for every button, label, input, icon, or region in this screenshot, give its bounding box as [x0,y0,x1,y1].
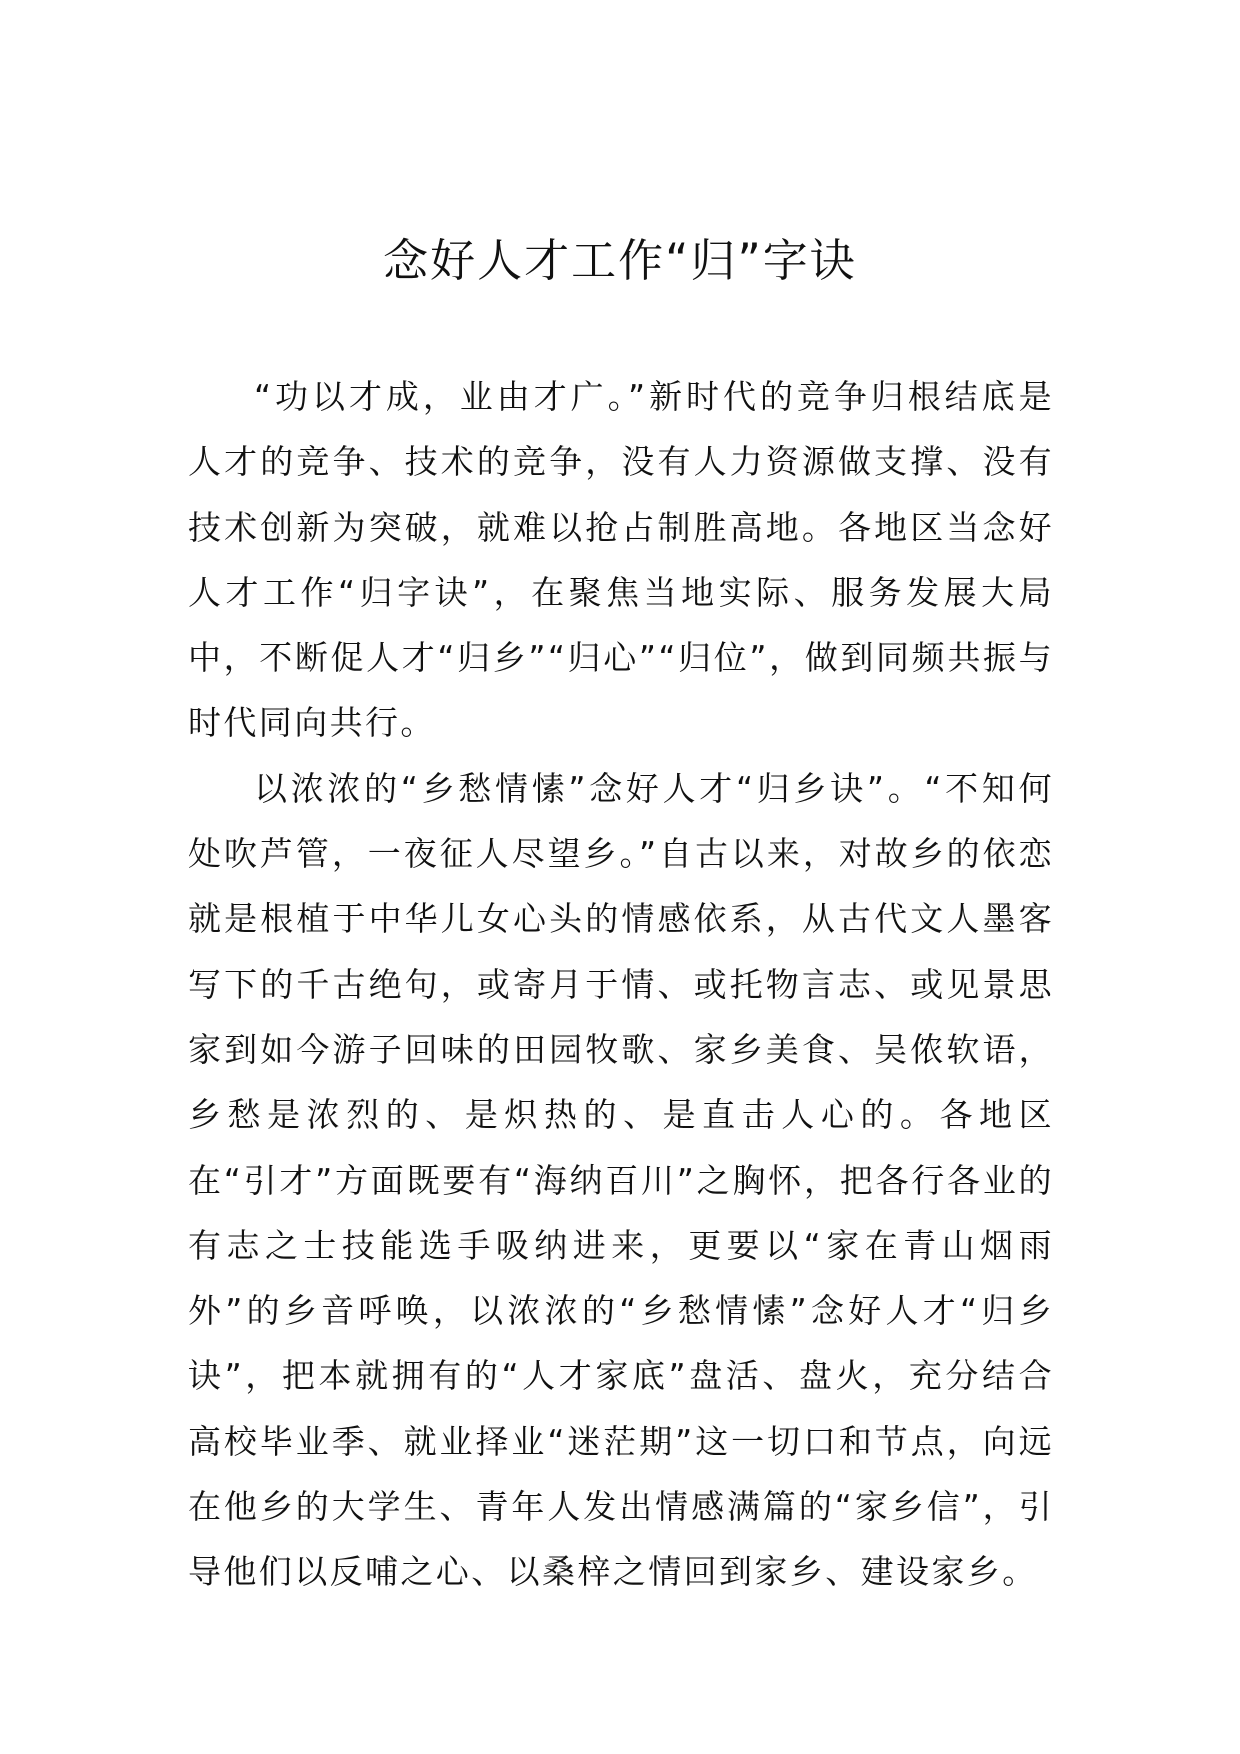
document-body [188,364,1054,1605]
paragraph-intro: “功以才成，业由才广。”新时代的竞争归根结底是人才的竞争、技术的竞争，没有人力资源做支撑、没有技术创新为突破，就难以抢占制胜高地。各地区当念好人才工作“归字诀”，在聚焦当地实际、服务发展大局中，不断促人才“归乡”“归心”“归位”，做到同频共振与时代同向共行。 [188,377,1054,743]
document-title: 念好人才工作“归”字诀 [383,234,857,287]
paragraph-guixiang: 以浓浓的“乡愁情愫”念好人才“归乡诀”。“不知何处吹芦管，一夜征人尽望乡。”自古以来，对故乡的依恋就是根植于中华儿女心头的情感依系，从古代文人墨客写下的千古绝句，或寄月于情、或托物言志、或见景思家到如今游子回味的田园牧歌、家乡美食、吴侬软语，乡愁是浓烈的、是炽热的、是直击人心的。各地区在“引才”方面既要有“海纳百川”之胸怀，把各行各业的有志之士技能选手吸纳进来，更要以“家在青山烟雨外”的乡音呼唤，以浓浓的“乡愁情愫”念好人才“归乡诀”，把本就拥有的“人才家底”盘活、盘火，充分结合高校毕业季、就业择业“迷茫期”这一切口和节点，向远在他乡的大学生、青年人发出情感满篇的“家乡信”，引导他们以反哺之心、以桑梓之情回到家乡、建设家乡。 [188,768,1054,1592]
